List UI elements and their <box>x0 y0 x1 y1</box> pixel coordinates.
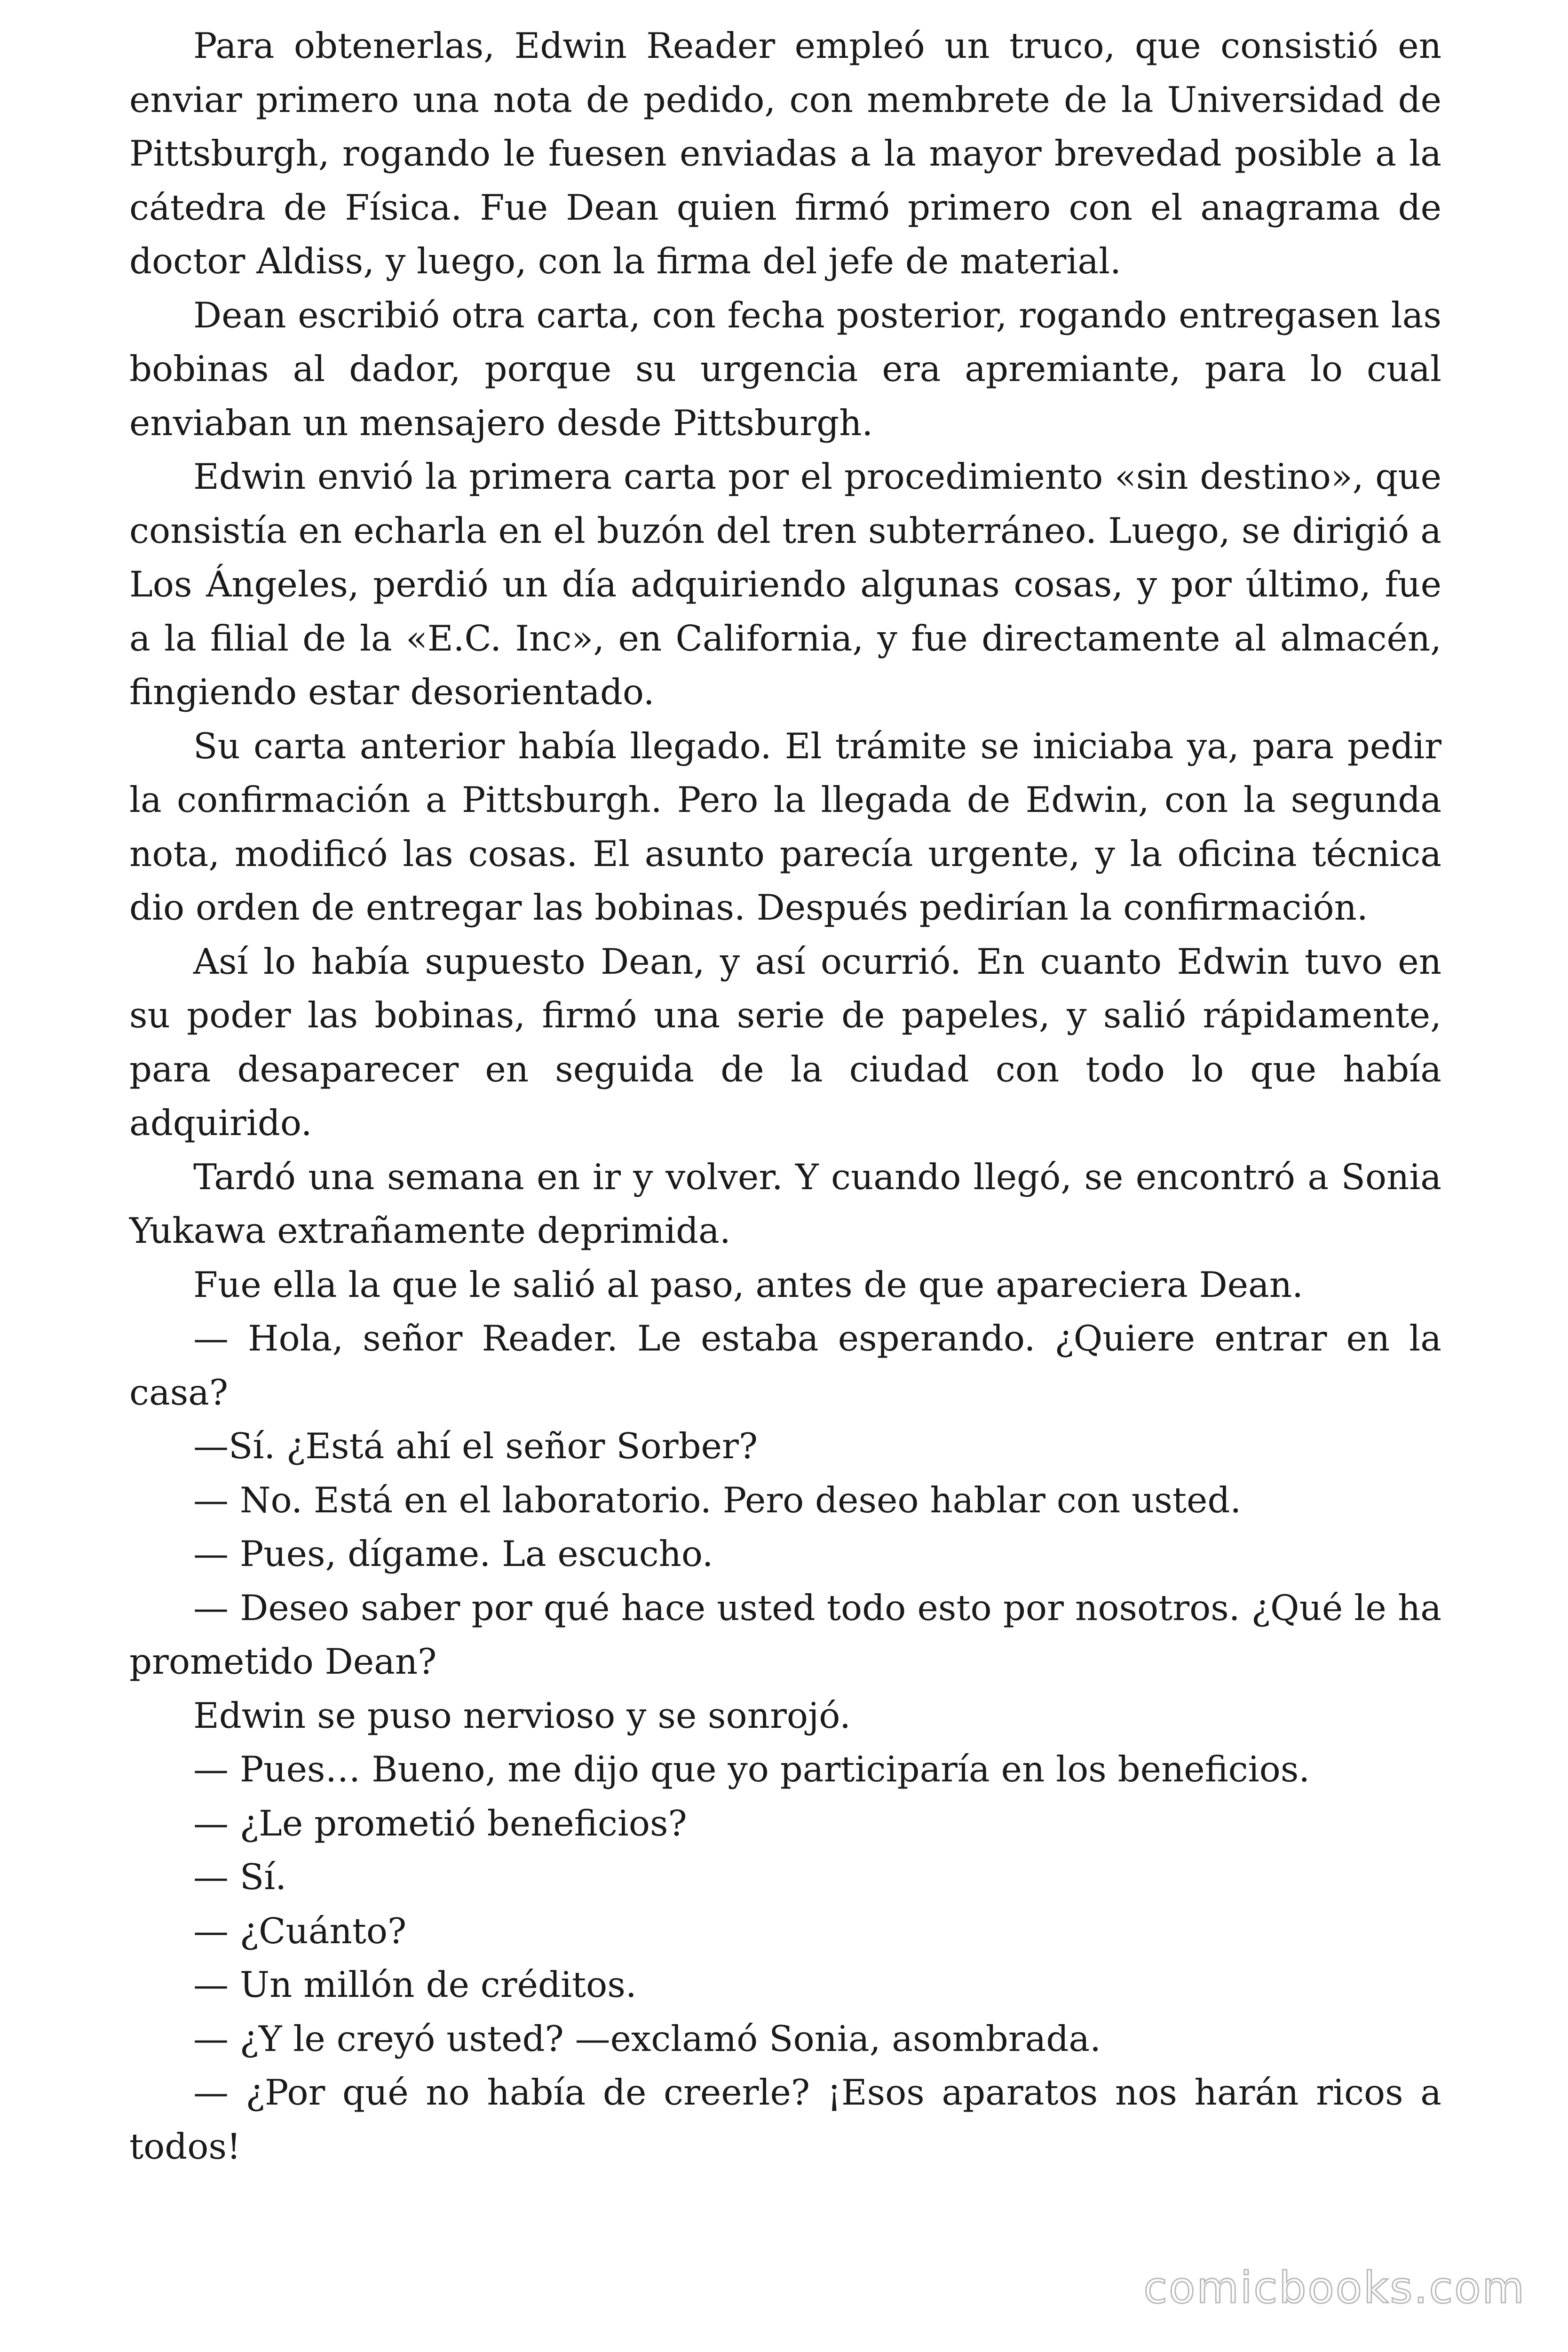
dialogue-line-5: — Deseo saber por qué hace usted todo esto por nosotros. ¿Qué le ha prometido Dean? <box>129 1587 1441 1682</box>
paragraph-8: Edwin se puso nervioso y se sonrojó. <box>193 1694 851 1736</box>
dialogue-line-12: — ¿Por qué no había de creerle? ¡Esos aparatos nos harán ricos a todos! <box>129 2072 1441 2167</box>
watermark: comicbooks.com <box>1143 2263 1526 2313</box>
dialogue-line-9: — ¿Cuánto? <box>193 1910 407 1952</box>
dialogue-line-4: — Pues, dígame. La escucho. <box>193 1533 713 1574</box>
dialogue-line-7: — ¿Le prometió beneficios? <box>193 1802 687 1844</box>
paragraph-3: Edwin envió la primera carta por el procedimiento «sin destino», que consistía en echarla en el buzón del tren subterráneo. Luego, se dirigió a Los Ángeles, perdió un día adquiriendo algunas cosas, y por último, fue a la filial de la «E.C. Inc», en California, y fue directamente al almacén, fingiendo estar desorientado. <box>129 456 1441 713</box>
paragraph-1: Para obtenerlas, Edwin Reader empleó un truco, que consistió en enviar primero una nota de pedido, con membrete de la Universidad de Pittsburgh, rogando le fuesen enviadas a la mayor brevedad posible a la cátedra de Física. Fue Dean quien firmó primero con el anagrama de doctor Aldiss, y luego, con la firma del jefe de material. <box>129 25 1441 282</box>
dialogue-line-10: — Un millón de créditos. <box>193 1964 637 2005</box>
book-page-text <box>129 19 1441 2173</box>
paragraph-2: Dean escribió otra carta, con fecha posterior, rogando entregasen las bobinas al dador, porque su urgencia era apremiante, para lo cual enviaban un mensajero desde Pittsburgh. <box>129 294 1441 444</box>
dialogue-line-2: —Sí. ¿Está ahí el señor Sorber? <box>193 1425 758 1467</box>
paragraph-7: Fue ella la que le salió al paso, antes de que apareciera Dean. <box>193 1263 1304 1305</box>
dialogue-line-8: — Sí. <box>193 1856 287 1898</box>
dialogue-line-6: — Pues… Bueno, me dijo que yo participaría en los beneficios. <box>193 1748 1310 1790</box>
paragraph-5: Así lo había supuesto Dean, y así ocurrió. En cuanto Edwin tuvo en su poder las bobinas, firmó una serie de papeles, y salió rápidamente, para desaparecer en seguida de la ciudad con todo lo que había adquirido. <box>129 940 1441 1144</box>
paragraph-6: Tardó una semana en ir y volver. Y cuando llegó, se encontró a Sonia Yukawa extrañamente deprimida. <box>129 1156 1441 1251</box>
dialogue-line-1: — Hola, señor Reader. Le estaba esperando. ¿Quiere entrar en la casa? <box>129 1318 1441 1413</box>
paragraph-4: Su carta anterior había llegado. El trámite se iniciaba ya, para pedir la confirmación a Pittsburgh. Pero la llegada de Edwin, con la segunda nota, modificó las cosas. El asunto parecía urgente, y la oficina técnica dio orden de entregar las bobinas. Después pedirían la confirmación. <box>129 725 1441 928</box>
dialogue-line-11: — ¿Y le creyó usted? —exclamó Sonia, asombrada. <box>193 2018 1101 2059</box>
dialogue-line-3: — No. Está en el laboratorio. Pero deseo hablar con usted. <box>193 1479 1242 1521</box>
